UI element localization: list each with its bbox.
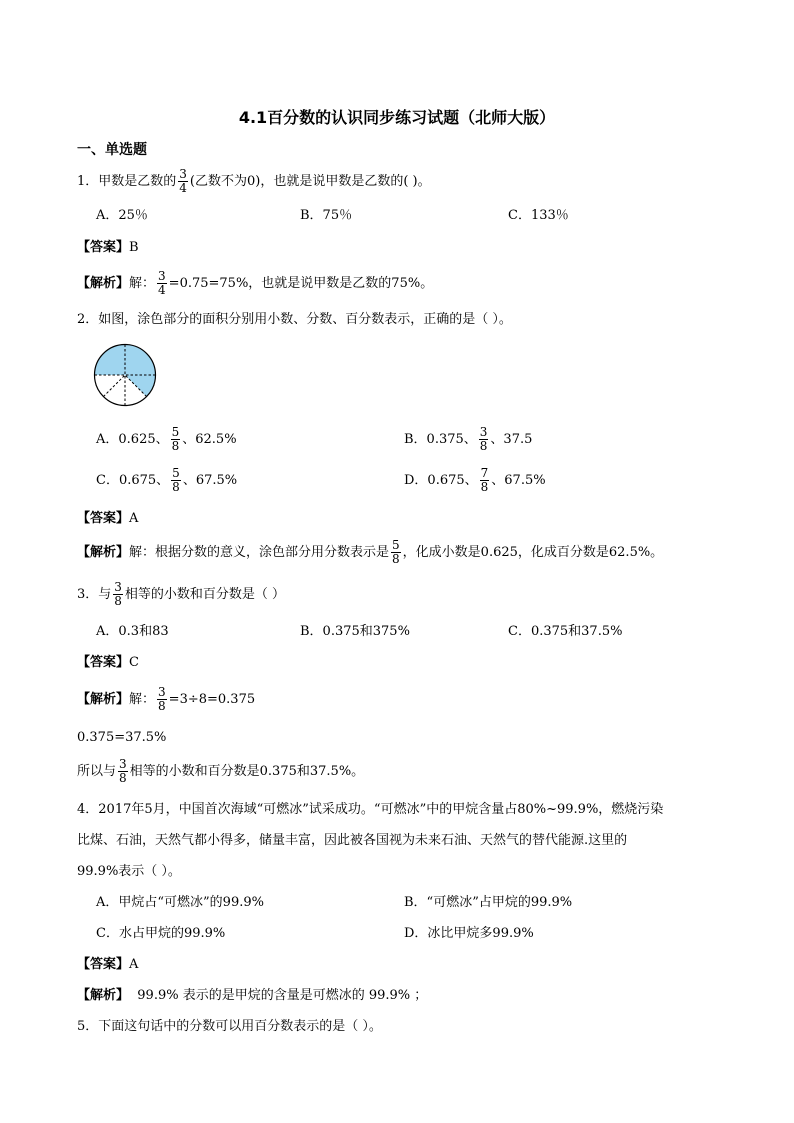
q2-stem: 2．如图，涂色部分的面积分别用小数、分数、百分数表示，正确的是（ ）。 [77, 312, 512, 327]
q2-pie-figure [93, 343, 157, 407]
q3-fraction [113, 581, 123, 607]
q1-stem-post: (乙数不为0)，也就是说甲数是乙数的( )。 [189, 174, 431, 189]
q3-analysis-num: 3 [158, 685, 166, 700]
q2-option-c [96, 466, 237, 496]
q2-d-den: 8 [480, 480, 489, 494]
q2-c-fraction [171, 467, 181, 493]
q3-line3-num: 3 [119, 757, 127, 772]
q2-c-den: 8 [172, 480, 180, 494]
q1-analysis-den: 4 [158, 283, 166, 297]
q2-analysis-den: 8 [392, 552, 400, 566]
q4-stem-line1: 4．2017年5月，中国首次海域“可燃冰”试采成功。“可燃冰”中的甲烷含量占80%~99.9%，燃烧污染 [77, 802, 664, 817]
q2-d-fraction [480, 467, 490, 493]
q1-answer [77, 241, 139, 254]
q1-analysis [77, 270, 433, 298]
analysis-tag: 【解析】 [77, 692, 130, 707]
q2-option-b [404, 425, 532, 455]
q2-analysis-num: 5 [392, 538, 400, 553]
q1-stem [77, 168, 431, 196]
q3-answer [77, 656, 139, 669]
q1-analysis-pre: 解： [129, 276, 156, 291]
q2-c-pre: C．0.675、 [96, 473, 170, 488]
q2-a-num: 5 [171, 425, 180, 440]
q5-stem: 5．下面这句话中的分数可以用百分数表示的是（ ）。 [77, 1019, 382, 1034]
q3-stem-pre: 3．与 [77, 587, 112, 602]
q4-option-b: B．“可燃冰”占甲烷的99.9% [404, 895, 573, 910]
q2-b-pre: B．0.375、 [404, 432, 477, 447]
q2-d-num: 7 [480, 466, 489, 481]
q1-option-b: B．75％ [300, 208, 353, 223]
q4-answer-value: A [129, 957, 139, 972]
q4-option-a: A．甲烷占“可燃冰”的99.9% [96, 895, 264, 910]
q1-analysis-post: =0.75=75%，也就是说甲数是乙数的75%。 [168, 276, 434, 291]
q2-b-num: 3 [479, 425, 488, 440]
q2-d-pre: D．0.675、 [404, 473, 478, 488]
q1-stem-pre: 1．甲数是乙数的 [77, 174, 177, 189]
q2-analysis-post: ，化成小数是0.625，化成百分数是62.5%。 [402, 545, 664, 560]
q4-stem-line3: 99.9%表示（ ）。 [77, 864, 181, 879]
analysis-tag: 【解析】 [77, 545, 130, 560]
q3-analysis-fraction [157, 686, 167, 712]
q3-analysis-den: 8 [158, 699, 166, 713]
analysis-tag: 【解析】 [77, 988, 130, 1003]
q1-answer-value: B [129, 240, 139, 255]
q1-fraction-den: 4 [179, 181, 187, 195]
q3-line3-fraction [118, 758, 128, 784]
q3-option-a: A．0.3和83 [96, 624, 169, 639]
q2-b-fraction [479, 426, 489, 452]
q3-analysis-post: =3÷8=0.375 [168, 692, 256, 707]
q2-b-den: 8 [479, 439, 488, 453]
q3-stem-post: 相等的小数和百分数是（ ） [124, 587, 286, 602]
analysis-tag: 【解析】 [77, 276, 130, 291]
q3-option-c: C．0.375和37.5% [508, 624, 623, 639]
q1-fraction [178, 168, 188, 194]
q2-d-post: 、67.5% [491, 473, 546, 488]
q1-option-c: C．133％ [508, 208, 569, 223]
q1-fraction-num: 3 [179, 167, 187, 182]
q2-b-post: 、37.5 [490, 432, 533, 447]
q2-analysis-pre: 解：根据分数的意义，涂色部分用分数表示是 [129, 545, 390, 560]
page-title: 4.1百分数的认识同步练习试题（北师大版） [238, 108, 556, 127]
q2-option-a [96, 425, 237, 455]
q3-analysis-line3 [77, 757, 364, 787]
q4-analysis-text: 99.9% 表示的是甲烷的含量是可燃冰的 99.9% ； [129, 988, 428, 1003]
q4-analysis [77, 989, 427, 1002]
q3-analysis-line2: 0.375=37.5% [77, 730, 167, 745]
q3-line3-pre: 所以与 [77, 764, 117, 779]
answer-tag: 【答案】 [77, 511, 130, 526]
q4-option-d: D．冰比甲烷多99.9% [404, 926, 534, 941]
q2-analysis-fraction [391, 539, 401, 565]
q2-a-den: 8 [171, 439, 180, 453]
q3-line3-den: 8 [119, 771, 127, 785]
q3-option-b: B．0.375和375% [300, 624, 410, 639]
q2-analysis [77, 538, 663, 568]
q3-answer-value: C [129, 655, 139, 670]
q1-analysis-fraction [157, 270, 167, 296]
q2-option-d [404, 466, 546, 496]
q2-answer-value: A [129, 511, 139, 526]
q2-c-num: 5 [172, 466, 180, 481]
q3-analysis-pre: 解： [129, 692, 156, 707]
q2-a-fraction [171, 426, 181, 452]
q4-answer [77, 958, 138, 971]
q3-fraction-den: 8 [114, 594, 122, 608]
q2-answer [77, 512, 138, 525]
q3-fraction-num: 3 [114, 580, 122, 595]
q3-stem [77, 580, 285, 610]
answer-tag: 【答案】 [77, 655, 130, 670]
q1-option-a: A．25％ [96, 208, 148, 223]
section-heading: 一、单选题 [77, 142, 147, 158]
answer-tag: 【答案】 [77, 240, 130, 255]
answer-tag: 【答案】 [77, 957, 130, 972]
q3-analysis [77, 685, 255, 715]
q3-line3-post: 相等的小数和百分数是0.375和37.5%。 [129, 764, 365, 779]
q4-stem-line2: 比煤、石油，天然气都小得多，储量丰富，因此被各国视为未来石油、天然气的替代能源.这里的 [77, 833, 628, 848]
q2-a-pre: A．0.625、 [96, 432, 169, 447]
q1-analysis-num: 3 [158, 269, 166, 284]
q4-option-c: C．水占甲烷的99.9% [96, 926, 226, 941]
q2-c-post: 、67.5% [182, 473, 238, 488]
q2-a-post: 、62.5% [182, 432, 237, 447]
